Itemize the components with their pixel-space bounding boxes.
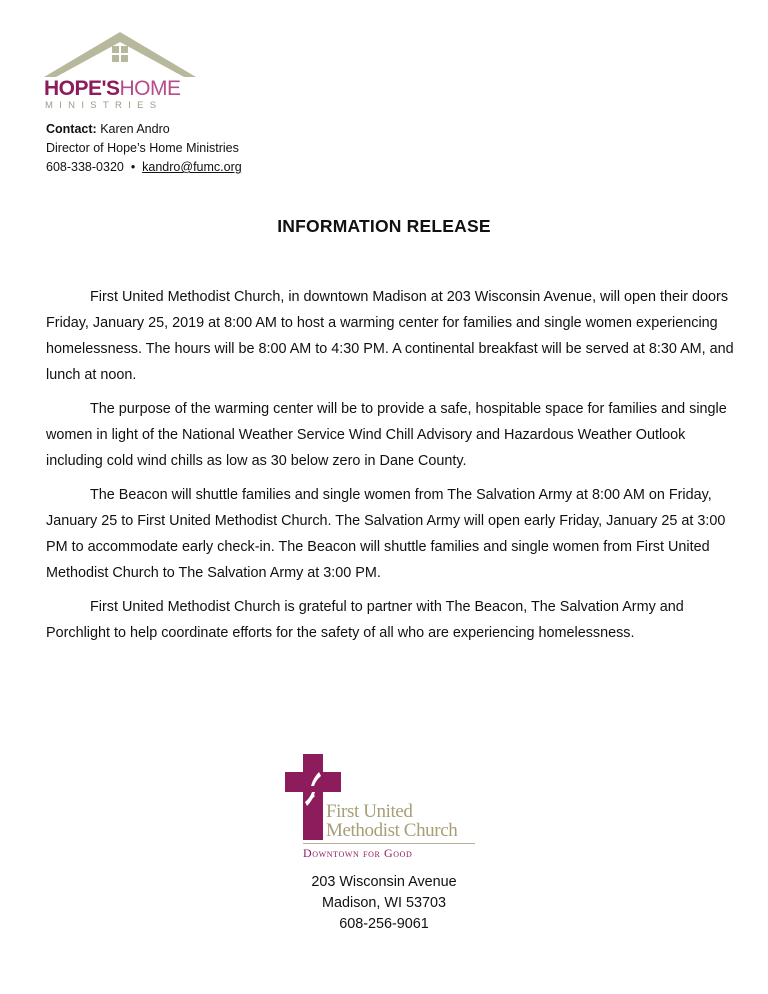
fumc-name-line1: First United <box>326 801 413 822</box>
church-address <box>0 872 768 935</box>
contact-title: Director of Hope’s Home Ministries <box>46 141 239 155</box>
hopes-home-logo <box>44 30 196 110</box>
document-title: INFORMATION RELEASE <box>277 216 491 236</box>
paragraph-announcement: First United Methodist Church, in downtown Madison at 203 Wisconsin Avenue, will open their doors Friday, January 25, 2019 at 8:00 AM to host a warming center for families and single women experiencing homelessness. The hours will be 8:00 AM to 4:30 PM. A continental breakfast will be served at 8:30 AM, and lunch at noon. <box>46 289 734 383</box>
paragraph-partners: First United Methodist Church is grateful to partner with The Beacon, The Salvation Army and Porchlight to help coordinate efforts for the safety of all who are experiencing homelessness. <box>46 599 684 641</box>
fumc-name <box>326 802 457 840</box>
logo-subtitle: MINISTRIES <box>45 100 163 111</box>
fumc-tagline: Downtown for Good <box>303 846 413 860</box>
contact-block <box>46 120 242 177</box>
contact-phone-email-line <box>46 158 242 177</box>
address-street: 203 Wisconsin Avenue <box>311 874 457 890</box>
fumc-logo <box>285 754 485 864</box>
paragraph-shuttle: The Beacon will shuttle families and single women from The Salvation Army at 8:00 AM on Friday, January 25 to First United Methodist Church. The Salvation Army will open early Friday, January 25 at 3:00 PM to accommodate early check-in. The Beacon will shuttle families and single women from First United Methodist Church to The Salvation Army at 3:00 PM. <box>46 487 726 581</box>
logo-wordmark <box>44 78 181 99</box>
contact-name: Karen Andro <box>100 122 170 136</box>
address-city: Madison, WI 53703 <box>322 895 446 911</box>
contact-phone: 608-338-0320 <box>46 160 124 174</box>
house-roof-icon <box>44 30 196 80</box>
contact-label: Contact: <box>46 122 97 136</box>
document-body <box>46 284 736 654</box>
fumc-name-line2: Methodist Church <box>326 820 458 841</box>
contact-line <box>46 120 242 139</box>
fumc-divider <box>303 843 475 844</box>
paragraph-purpose: The purpose of the warming center will be to provide a safe, hospitable space for families and single women in light of the National Weather Service Wind Chill Advisory and Hazardous Weather Outlook including cold wind chills as low as 30 below zero in Dane County. <box>46 401 727 469</box>
logo-word-hopes: HOPE'S <box>44 77 120 100</box>
bullet-separator: • <box>130 160 136 174</box>
logo-word-home: HOME <box>119 77 181 100</box>
address-phone: 608-256-9061 <box>339 916 429 932</box>
contact-email-link[interactable]: kandro@fumc.org <box>142 160 242 174</box>
